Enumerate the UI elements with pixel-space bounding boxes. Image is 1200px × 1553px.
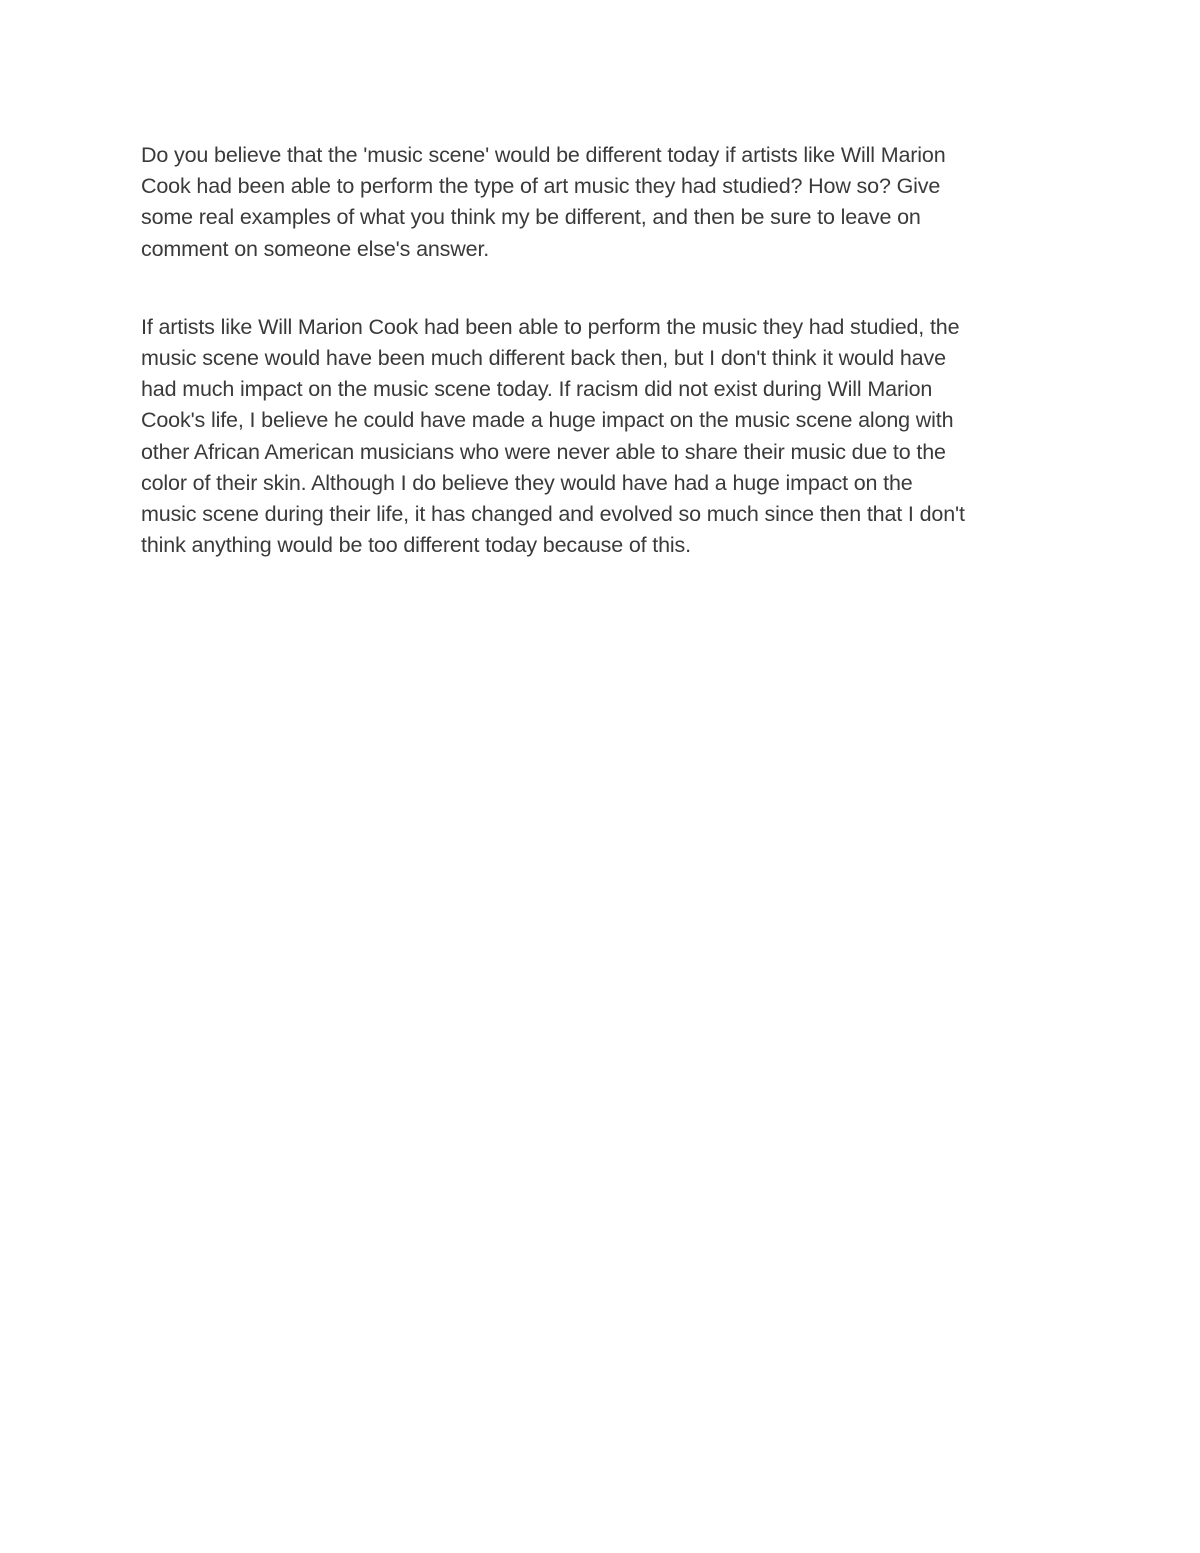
answer-line: music scene during their life, it has changed and evolved so much since then that I don't	[141, 502, 965, 527]
question-paragraph	[141, 140, 1076, 265]
answer-line: color of their skin. Although I do believe they would have had a huge impact on the	[141, 470, 913, 495]
question-line: Cook had been able to perform the type of art music they had studied? How so? Give	[141, 174, 941, 199]
question-line: comment on someone else's answer.	[141, 236, 490, 261]
answer-line: If artists like Will Marion Cook had been able to perform the music they had studied, the	[141, 314, 960, 339]
question-line: some real examples of what you think my be different, and then be sure to leave on	[141, 205, 921, 230]
answer-line: Cook's life, I believe he could have made a huge impact on the music scene along with	[141, 408, 954, 433]
question-line: Do you believe that the 'music scene' would be different today if artists like Will Marion	[141, 143, 946, 167]
answer-line: think anything would be too different today because of this.	[141, 533, 691, 558]
answer-line: other African American musicians who were never able to share their music due to the	[141, 439, 946, 464]
answer-line: had much impact on the music scene today. If racism did not exist during Will Marion	[141, 377, 933, 402]
answer-paragraph	[141, 312, 1076, 562]
document-body	[141, 140, 1076, 561]
answer-line: music scene would have been much different back then, but I don't think it would have	[141, 346, 946, 371]
